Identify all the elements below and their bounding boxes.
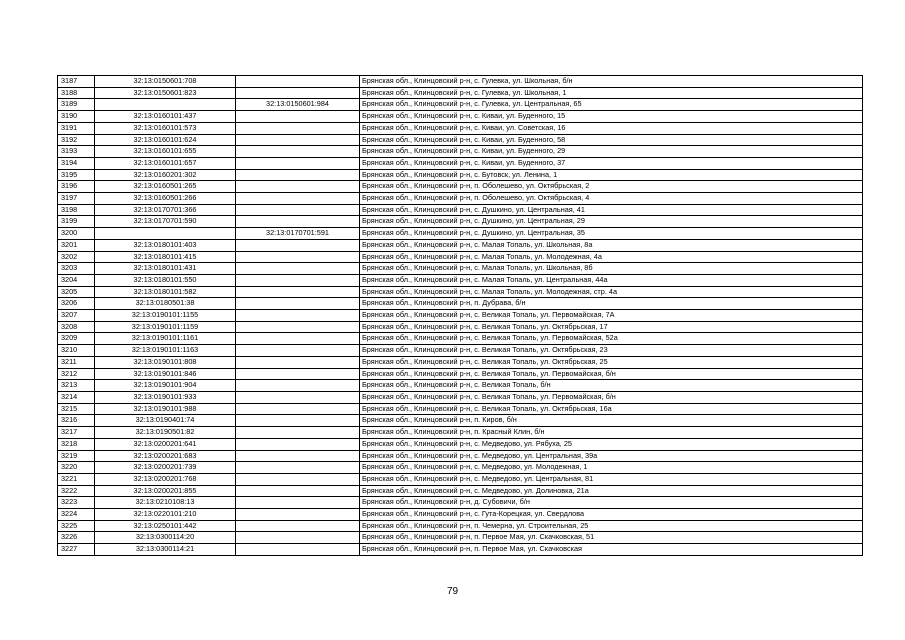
row-number-cell: 3197: [58, 193, 95, 205]
table-row: [58, 274, 863, 286]
address-cell: Брянская обл., Клинцовский р-н, с. Киваи, ул. Буденного, 37: [360, 157, 863, 169]
cadastral-number-cell: 32:13:0180101:550: [95, 274, 236, 286]
cadastral-number-alt-cell: [236, 462, 360, 474]
cadastral-number-cell: 32:13:0190101:933: [95, 391, 236, 403]
table-row: [58, 333, 863, 345]
cadastral-number-alt-cell: [236, 380, 360, 392]
row-number-cell: 3193: [58, 146, 95, 158]
table-row: [58, 403, 863, 415]
cadastral-number-cell: 32:13:0190501:82: [95, 427, 236, 439]
row-number-cell: 3196: [58, 181, 95, 193]
cadastral-number-cell: 32:13:0210108:13: [95, 497, 236, 509]
cadastral-number-alt-cell: [236, 509, 360, 521]
address-cell: Брянская обл., Клинцовский р-н, п. Киров, б/н: [360, 415, 863, 427]
cadastral-number-cell: 32:13:0180101:415: [95, 251, 236, 263]
registry-table: [57, 75, 863, 556]
address-cell: Брянская обл., Клинцовский р-н, с. Великая Топаль, ул. Первомайская, б/н: [360, 368, 863, 380]
address-cell: Брянская обл., Клинцовский р-н, с. Малая Топаль, ул. Школьная, 8б: [360, 263, 863, 275]
cadastral-number-alt-cell: [236, 76, 360, 88]
table-row: [58, 345, 863, 357]
cadastral-number-alt-cell: 32:13:0150601:984: [236, 99, 360, 111]
cadastral-number-cell: 32:13:0180101:431: [95, 263, 236, 275]
cadastral-number-alt-cell: [236, 111, 360, 123]
cadastral-number-cell: 32:13:0190101:1159: [95, 321, 236, 333]
table-row: [58, 473, 863, 485]
address-cell: Брянская обл., Клинцовский р-н, с. Киваи, ул. Советская, 16: [360, 122, 863, 134]
table-row: [58, 157, 863, 169]
row-number-cell: 3201: [58, 239, 95, 251]
address-cell: Брянская обл., Клинцовский р-н, с. Бутовск, ул. Ленина, 1: [360, 169, 863, 181]
row-number-cell: 3226: [58, 532, 95, 544]
cadastral-number-cell: 32:13:0190101:988: [95, 403, 236, 415]
address-cell: Брянская обл., Клинцовский р-н, с. Киваи, ул. Буденного, 29: [360, 146, 863, 158]
address-cell: Брянская обл., Клинцовский р-н, с. Медведово, ул. Долиновка, 21а: [360, 485, 863, 497]
cadastral-number-alt-cell: [236, 193, 360, 205]
cadastral-number-alt-cell: [236, 321, 360, 333]
cadastral-number-alt-cell: [236, 403, 360, 415]
address-cell: Брянская обл., Клинцовский р-н, с. Малая Топаль, ул. Школьная, 8а: [360, 239, 863, 251]
cadastral-number-alt-cell: 32:13:0170701:591: [236, 228, 360, 240]
row-number-cell: 3220: [58, 462, 95, 474]
cadastral-number-cell: 32:13:0190101:846: [95, 368, 236, 380]
row-number-cell: 3204: [58, 274, 95, 286]
row-number-cell: 3205: [58, 286, 95, 298]
table-row: [58, 216, 863, 228]
cadastral-number-alt-cell: [236, 134, 360, 146]
cadastral-number-cell: 32:13:0200201:768: [95, 473, 236, 485]
table-row: [58, 193, 863, 205]
table-row: [58, 228, 863, 240]
cadastral-number-alt-cell: [236, 122, 360, 134]
cadastral-number-cell: 32:13:0220101:210: [95, 509, 236, 521]
address-cell: Брянская обл., Клинцовский р-н, с. Великая Топаль, ул. Октябрьская, 16а: [360, 403, 863, 415]
cadastral-number-cell: 32:13:0150601:708: [95, 76, 236, 88]
table-row: [58, 111, 863, 123]
cadastral-number-alt-cell: [236, 298, 360, 310]
cadastral-number-cell: 32:13:0190101:1163: [95, 345, 236, 357]
row-number-cell: 3227: [58, 544, 95, 556]
cadastral-number-cell: 32:13:0160101:573: [95, 122, 236, 134]
row-number-cell: 3215: [58, 403, 95, 415]
table-row: [58, 286, 863, 298]
address-cell: Брянская обл., Клинцовский р-н, с. Малая Топаль, ул. Молодежная, 4а: [360, 251, 863, 263]
cadastral-number-cell: 32:13:0160201:302: [95, 169, 236, 181]
cadastral-number-cell: 32:13:0160501:265: [95, 181, 236, 193]
cadastral-number-cell: 32:13:0200201:683: [95, 450, 236, 462]
table-row: [58, 310, 863, 322]
row-number-cell: 3219: [58, 450, 95, 462]
cadastral-number-cell: 32:13:0180101:403: [95, 239, 236, 251]
address-cell: Брянская обл., Клинцовский р-н, п. Первое Мая, ул. Скачковская: [360, 544, 863, 556]
cadastral-number-cell: 32:13:0190101:904: [95, 380, 236, 392]
address-cell: Брянская обл., Клинцовский р-н, с. Медведово, ул. Молодежная, 1: [360, 462, 863, 474]
table-row: [58, 134, 863, 146]
cadastral-number-cell: 32:13:0300114:20: [95, 532, 236, 544]
cadastral-number-alt-cell: [236, 310, 360, 322]
row-number-cell: 3222: [58, 485, 95, 497]
address-cell: Брянская обл., Клинцовский р-н, с. Великая Топаль, ул. Октябрьская, 25: [360, 356, 863, 368]
cadastral-number-cell: 32:13:0170701:590: [95, 216, 236, 228]
address-cell: Брянская обл., Клинцовский р-н, с. Гулевка, ул. Центральная, 65: [360, 99, 863, 111]
cadastral-number-cell: 32:13:0200201:739: [95, 462, 236, 474]
cadastral-number-cell: 32:13:0160101:624: [95, 134, 236, 146]
address-cell: Брянская обл., Клинцовский р-н, п. Чемерна, ул. Строительная, 25: [360, 520, 863, 532]
address-cell: Брянская обл., Клинцовский р-н, с. Гута-Корецкая, ул. Свердлова: [360, 509, 863, 521]
row-number-cell: 3195: [58, 169, 95, 181]
cadastral-number-alt-cell: [236, 345, 360, 357]
row-number-cell: 3224: [58, 509, 95, 521]
table-row: [58, 181, 863, 193]
address-cell: Брянская обл., Клинцовский р-н, с. Великая Топаль, ул. Первомайская, 7А: [360, 310, 863, 322]
cadastral-number-alt-cell: [236, 356, 360, 368]
table-row: [58, 368, 863, 380]
table-row: [58, 438, 863, 450]
cadastral-number-cell: 32:13:0300114:21: [95, 544, 236, 556]
table-row: [58, 485, 863, 497]
table-row: [58, 146, 863, 158]
cadastral-number-alt-cell: [236, 415, 360, 427]
row-number-cell: 3200: [58, 228, 95, 240]
cadastral-number-cell: 32:13:0170701:366: [95, 204, 236, 216]
registry-table-container: [57, 75, 863, 556]
row-number-cell: 3191: [58, 122, 95, 134]
cadastral-number-alt-cell: [236, 169, 360, 181]
table-row: [58, 298, 863, 310]
cadastral-number-alt-cell: [236, 87, 360, 99]
address-cell: Брянская обл., Клинцовский р-н, п. Оболешево, ул. Октябрьская, 4: [360, 193, 863, 205]
row-number-cell: 3209: [58, 333, 95, 345]
address-cell: Брянская обл., Клинцовский р-н, п. Первое Мая, ул. Скачковская, 51: [360, 532, 863, 544]
cadastral-number-cell: 32:13:0160101:437: [95, 111, 236, 123]
cadastral-number-alt-cell: [236, 532, 360, 544]
cadastral-number-alt-cell: [236, 251, 360, 263]
address-cell: Брянская обл., Клинцовский р-н, с. Великая Топаль, ул. Октябрьская, 17: [360, 321, 863, 333]
table-row: [58, 532, 863, 544]
row-number-cell: 3192: [58, 134, 95, 146]
table-row: [58, 380, 863, 392]
address-cell: Брянская обл., Клинцовский р-н, с. Медведово, ул. Центральная, 39а: [360, 450, 863, 462]
cadastral-number-cell: 32:13:0180501:38: [95, 298, 236, 310]
table-row: [58, 87, 863, 99]
row-number-cell: 3216: [58, 415, 95, 427]
table-row: [58, 321, 863, 333]
cadastral-number-cell: 32:13:0190401:74: [95, 415, 236, 427]
row-number-cell: 3198: [58, 204, 95, 216]
row-number-cell: 3213: [58, 380, 95, 392]
table-row: [58, 204, 863, 216]
address-cell: Брянская обл., Клинцовский р-н, п. Красный Клин, б/н: [360, 427, 863, 439]
cadastral-number-alt-cell: [236, 333, 360, 345]
cadastral-number-cell: 32:13:0150601:823: [95, 87, 236, 99]
row-number-cell: 3210: [58, 345, 95, 357]
cadastral-number-alt-cell: [236, 368, 360, 380]
table-row: [58, 462, 863, 474]
cadastral-number-alt-cell: [236, 181, 360, 193]
cadastral-number-cell: 32:13:0200201:641: [95, 438, 236, 450]
table-row: [58, 356, 863, 368]
registry-table-body: [58, 76, 863, 556]
cadastral-number-cell: 32:13:0160101:655: [95, 146, 236, 158]
address-cell: Брянская обл., Клинцовский р-н, с. Киваи, ул. Буденного, 58: [360, 134, 863, 146]
row-number-cell: 3187: [58, 76, 95, 88]
address-cell: Брянская обл., Клинцовский р-н, с. Медведово, ул. Центральная, 81: [360, 473, 863, 485]
cadastral-number-cell: 32:13:0180101:582: [95, 286, 236, 298]
row-number-cell: 3221: [58, 473, 95, 485]
row-number-cell: 3206: [58, 298, 95, 310]
row-number-cell: 3199: [58, 216, 95, 228]
row-number-cell: 3194: [58, 157, 95, 169]
cadastral-number-alt-cell: [236, 204, 360, 216]
table-row: [58, 122, 863, 134]
row-number-cell: 3217: [58, 427, 95, 439]
row-number-cell: 3208: [58, 321, 95, 333]
cadastral-number-cell: [95, 99, 236, 111]
address-cell: Брянская обл., Клинцовский р-н, с. Великая Топаль, ул. Первомайская, б/н: [360, 391, 863, 403]
table-row: [58, 251, 863, 263]
cadastral-number-cell: 32:13:0190101:1161: [95, 333, 236, 345]
row-number-cell: 3203: [58, 263, 95, 275]
cadastral-number-alt-cell: [236, 391, 360, 403]
cadastral-number-alt-cell: [236, 263, 360, 275]
table-row: [58, 509, 863, 521]
cadastral-number-alt-cell: [236, 427, 360, 439]
cadastral-number-alt-cell: [236, 497, 360, 509]
address-cell: Брянская обл., Клинцовский р-н, с. Медведово, ул. Рябуха, 25: [360, 438, 863, 450]
row-number-cell: 3207: [58, 310, 95, 322]
cadastral-number-cell: 32:13:0190101:808: [95, 356, 236, 368]
cadastral-number-cell: 32:13:0160101:657: [95, 157, 236, 169]
address-cell: Брянская обл., Клинцовский р-н, с. Малая Топаль, ул. Центральная, 44а: [360, 274, 863, 286]
cadastral-number-alt-cell: [236, 239, 360, 251]
page-number: 79: [446, 586, 459, 597]
address-cell: Брянская обл., Клинцовский р-н, с. Великая Топаль, ул. Первомайская, 52а: [360, 333, 863, 345]
table-row: [58, 450, 863, 462]
address-cell: Брянская обл., Клинцовский р-н, с. Душкино, ул. Центральная, 41: [360, 204, 863, 216]
address-cell: Брянская обл., Клинцовский р-н, д. Субовичи, б/н: [360, 497, 863, 509]
address-cell: Брянская обл., Клинцовский р-н, с. Малая Топаль, ул. Молодежная, стр. 4а: [360, 286, 863, 298]
cadastral-number-cell: 32:13:0190101:1155: [95, 310, 236, 322]
cadastral-number-alt-cell: [236, 146, 360, 158]
cadastral-number-alt-cell: [236, 274, 360, 286]
cadastral-number-alt-cell: [236, 216, 360, 228]
row-number-cell: 3218: [58, 438, 95, 450]
row-number-cell: 3223: [58, 497, 95, 509]
cadastral-number-alt-cell: [236, 438, 360, 450]
row-number-cell: 3188: [58, 87, 95, 99]
row-number-cell: 3214: [58, 391, 95, 403]
row-number-cell: 3190: [58, 111, 95, 123]
table-row: [58, 497, 863, 509]
cadastral-number-cell: [95, 228, 236, 240]
row-number-cell: 3202: [58, 251, 95, 263]
cadastral-number-alt-cell: [236, 157, 360, 169]
cadastral-number-alt-cell: [236, 544, 360, 556]
address-cell: Брянская обл., Клинцовский р-н, с. Великая Топаль, ул. Октябрьская, 23: [360, 345, 863, 357]
cadastral-number-cell: 32:13:0160501:266: [95, 193, 236, 205]
cadastral-number-alt-cell: [236, 485, 360, 497]
cadastral-number-cell: 32:13:0250101:442: [95, 520, 236, 532]
address-cell: Брянская обл., Клинцовский р-н, с. Гулевка, ул. Школьная, б/н: [360, 76, 863, 88]
cadastral-number-alt-cell: [236, 450, 360, 462]
cadastral-number-alt-cell: [236, 520, 360, 532]
table-row: [58, 76, 863, 88]
address-cell: Брянская обл., Клинцовский р-н, п. Оболешево, ул. Октябрьская, 2: [360, 181, 863, 193]
cadastral-number-alt-cell: [236, 473, 360, 485]
row-number-cell: 3189: [58, 99, 95, 111]
table-row: [58, 169, 863, 181]
cadastral-number-alt-cell: [236, 286, 360, 298]
table-row: [58, 99, 863, 111]
table-row: [58, 427, 863, 439]
table-row: [58, 391, 863, 403]
address-cell: Брянская обл., Клинцовский р-н, с. Душкино, ул. Центральная, 29: [360, 216, 863, 228]
row-number-cell: 3211: [58, 356, 95, 368]
row-number-cell: 3212: [58, 368, 95, 380]
table-row: [58, 544, 863, 556]
address-cell: Брянская обл., Клинцовский р-н, с. Великая Топаль, б/н: [360, 380, 863, 392]
table-row: [58, 263, 863, 275]
address-cell: Брянская обл., Клинцовский р-н, п. Дубрава, б/н: [360, 298, 863, 310]
table-row: [58, 415, 863, 427]
table-row: [58, 520, 863, 532]
row-number-cell: 3225: [58, 520, 95, 532]
table-row: [58, 239, 863, 251]
address-cell: Брянская обл., Клинцовский р-н, с. Киваи, ул. Буденного, 15: [360, 111, 863, 123]
cadastral-number-cell: 32:13:0200201:855: [95, 485, 236, 497]
address-cell: Брянская обл., Клинцовский р-н, с. Душкино, ул. Центральная, 35: [360, 228, 863, 240]
address-cell: Брянская обл., Клинцовский р-н, с. Гулевка, ул. Школьная, 1: [360, 87, 863, 99]
